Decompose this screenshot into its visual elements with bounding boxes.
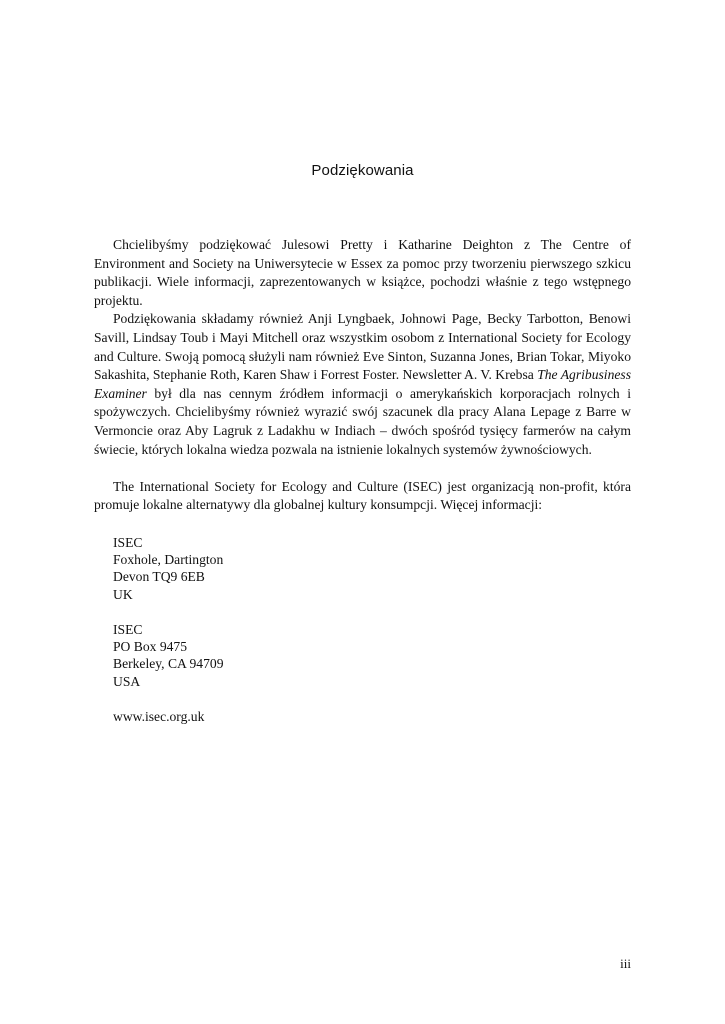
- address-line: ISEC: [113, 621, 143, 637]
- page-number: iii: [620, 956, 631, 971]
- paragraph-text: Podziękowania składamy również Anji Lyngbaek, Johnowi Page, Becky Tarbotton, Benowi Savill, Lindsay Toub i Mayi Mitchell oraz wszystkim osobom z International Society for Ecology and Culture. Swoją pomocą służyli nam również Eve Sinton, Suzanna Jones, Brian Tokar, Miyoko Sakashita, Stephanie Roth, Karen Shaw i Forrest Foster. Newsletter A. V. Krebsa: [94, 311, 631, 383]
- paragraph-isec: The International Society for Ecology and Culture (ISEC) jest organizacją non-profit, która promuje lokalne alternatywy dla globalnej kultury konsumpcji. Więcej informacji:: [94, 478, 631, 513]
- paragraph-thanks: Chcielibyśmy podziękować Julesowi Pretty i Katharine Deighton z The Centre of Environment and Society na Uniwersytecie w Essex za pomoc przy tworzeniu pierwszego szkicu publikacji. Wiele informacji, zaprezentowanych w książce, pochodzi właśnie z tego wstępnego projektu.: [94, 237, 631, 308]
- website-url: www.isec.org.uk: [113, 708, 205, 724]
- address-line: ISEC: [113, 534, 143, 550]
- address-line: UK: [113, 586, 133, 602]
- address-line: Foxhole, Dartington: [113, 551, 224, 567]
- address-line: Devon TQ9 6EB: [113, 569, 205, 585]
- address-usa: [113, 621, 631, 691]
- publication-title: The Agribusiness Examiner: [94, 367, 631, 401]
- address-line: USA: [113, 673, 141, 689]
- paragraph-text: był dla nas cennym źródłem informacji o amerykańskich korporacjach rolnych i spożywczych. Chcielibyśmy również wyrazić swój szacunek dla pracy Alana Lepage z Barre w Vermoncie oraz Aby Lagruk z Ladakhu w Indiach – dwóch spośród tysięcy farmerów na całym świecie, których lokalna wiedza pozwala na istnienie lokalnych systemów żywnościowych.: [94, 385, 631, 457]
- page-title: Podziękowania: [311, 162, 414, 179]
- address-line: PO Box 9475: [113, 638, 188, 654]
- address-line: Berkeley, CA 94709: [113, 656, 224, 672]
- acknowledgements-body: [94, 236, 631, 726]
- address-uk: [113, 534, 631, 604]
- address-list: [94, 534, 631, 691]
- paragraph-acknowledgements: [94, 310, 631, 459]
